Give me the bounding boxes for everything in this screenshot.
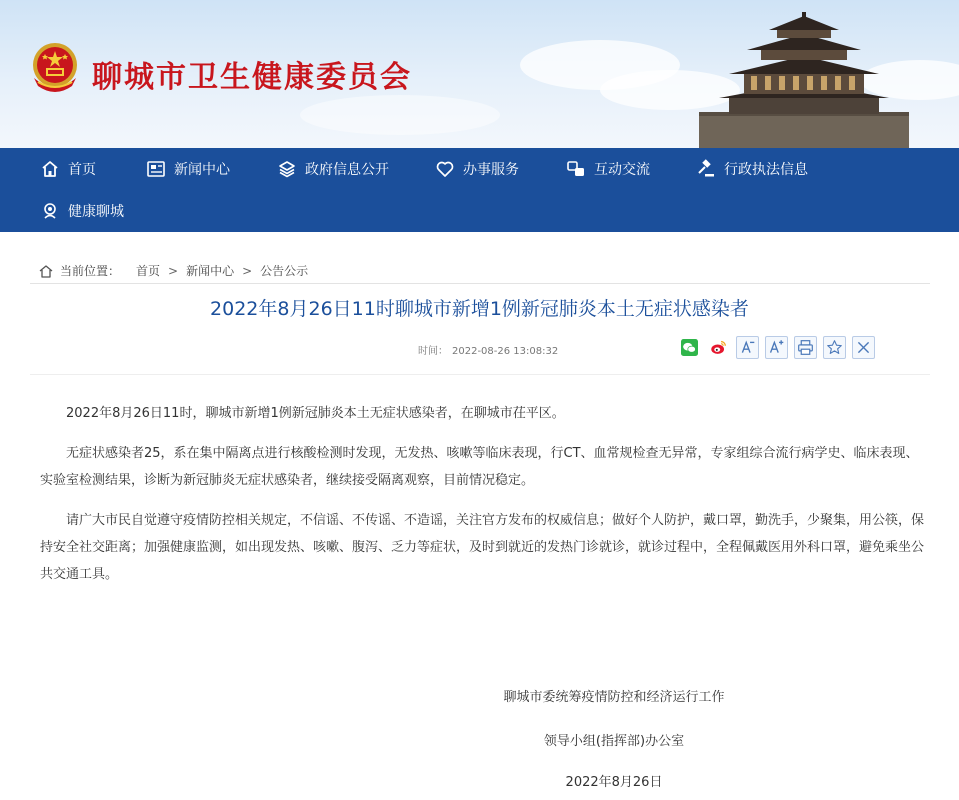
article-body	[40, 400, 925, 601]
nav-item-law-enforcement[interactable]	[696, 148, 808, 190]
font-increase-icon	[768, 339, 785, 356]
nav-item-healthy-liaocheng[interactable]	[40, 190, 124, 232]
font-decrease-button[interactable]	[736, 336, 759, 359]
home-icon	[38, 263, 54, 279]
print-icon	[797, 339, 814, 356]
cloud-decoration	[300, 95, 500, 135]
nav-label: 互动交流	[594, 162, 650, 178]
nav-item-news-center[interactable]	[146, 148, 230, 190]
nav-item-services[interactable]	[435, 148, 519, 190]
signature-line-1: 聊城市委统筹疫情防控和经济运行工作	[503, 690, 725, 705]
layers-icon	[277, 159, 297, 179]
signature-line-2: 领导小组(指挥部)办公室	[543, 734, 685, 749]
weibo-share-button[interactable]	[707, 336, 730, 359]
breadcrumb	[38, 262, 308, 279]
exchange-icon	[566, 159, 586, 179]
print-button[interactable]	[794, 336, 817, 359]
nav-label: 行政执法信息	[724, 162, 808, 178]
nav-item-interaction[interactable]	[566, 148, 650, 190]
publish-time-label: 时间：	[418, 346, 448, 357]
close-button[interactable]	[852, 336, 875, 359]
favorite-icon	[826, 339, 843, 356]
divider	[30, 283, 930, 284]
article-paragraph: 无症状感染者25，系在集中隔离点进行核酸检测时发现，无发热、咳嗽等临床表现，行CT、血常规检查无异常，专家组综合流行病学史、临床表现、实验室检测结果，诊断为新冠肺炎无症状感染者，继续接受隔离观察，目前情况稳定。	[40, 446, 919, 488]
publish-time	[418, 342, 558, 357]
nav-item-gov-info[interactable]	[277, 148, 389, 190]
breadcrumb-link-news-center[interactable]: 新闻中心	[186, 264, 235, 278]
health-icon	[40, 201, 60, 221]
nav-label: 健康聊城	[68, 204, 124, 220]
nav-label: 办事服务	[463, 162, 519, 178]
breadcrumb-separator: >	[242, 263, 253, 278]
signature-date: 2022年8月26日	[565, 775, 663, 790]
breadcrumb-link-announcements[interactable]: 公告公示	[260, 264, 309, 278]
nav-label: 新闻中心	[174, 162, 230, 178]
breadcrumb-separator: >	[168, 263, 179, 278]
nav-label: 首页	[68, 162, 96, 178]
divider	[30, 374, 930, 375]
favorite-button[interactable]	[823, 336, 846, 359]
newspaper-icon	[146, 159, 166, 179]
font-decrease-icon	[739, 339, 756, 356]
article-title: 2022年8月26日11时聊城市新增1例新冠肺炎本土无症状感染者	[210, 298, 749, 320]
home-icon	[40, 159, 60, 179]
breadcrumb-link-home[interactable]: 首页	[136, 264, 161, 278]
nav-label: 政府信息公开	[305, 162, 389, 178]
nav-item-home[interactable]	[40, 148, 96, 190]
site-title[interactable]: 聊城市卫生健康委员会	[92, 60, 412, 95]
wechat-share-icon	[681, 339, 698, 356]
heart-icon	[435, 159, 455, 179]
share-toolbar	[678, 336, 875, 359]
weibo-share-icon	[710, 339, 727, 356]
national-emblem-logo[interactable]	[26, 38, 84, 96]
header-banner	[0, 0, 959, 148]
breadcrumb-prefix: 当前位置：	[60, 264, 121, 278]
wechat-share-button[interactable]	[678, 336, 701, 359]
guangyue-tower-illustration	[689, 12, 919, 148]
article-paragraph: 2022年8月26日11时，聊城市新增1例新冠肺炎本土无症状感染者，在聊城市茌平区。	[66, 406, 565, 421]
main-nav	[0, 148, 959, 232]
gavel-icon	[696, 159, 716, 179]
article-paragraph: 请广大市民自觉遵守疫情防控相关规定，不信谣、不传谣、不造谣，关注官方发布的权威信息；做好个人防护，戴口罩，勤洗手，少聚集，用公筷，保持安全社交距离；加强健康监测，如出现发热、咳嗽、腹泻、乏力等症状，及时到就近的发热门诊就诊，就诊过程中，全程佩戴医用外科口罩，避免乘坐公共交通工具。	[40, 513, 925, 582]
font-increase-button[interactable]	[765, 336, 788, 359]
close-icon	[855, 339, 872, 356]
publish-time-value: 2022-08-26 13:08:32	[452, 346, 559, 357]
